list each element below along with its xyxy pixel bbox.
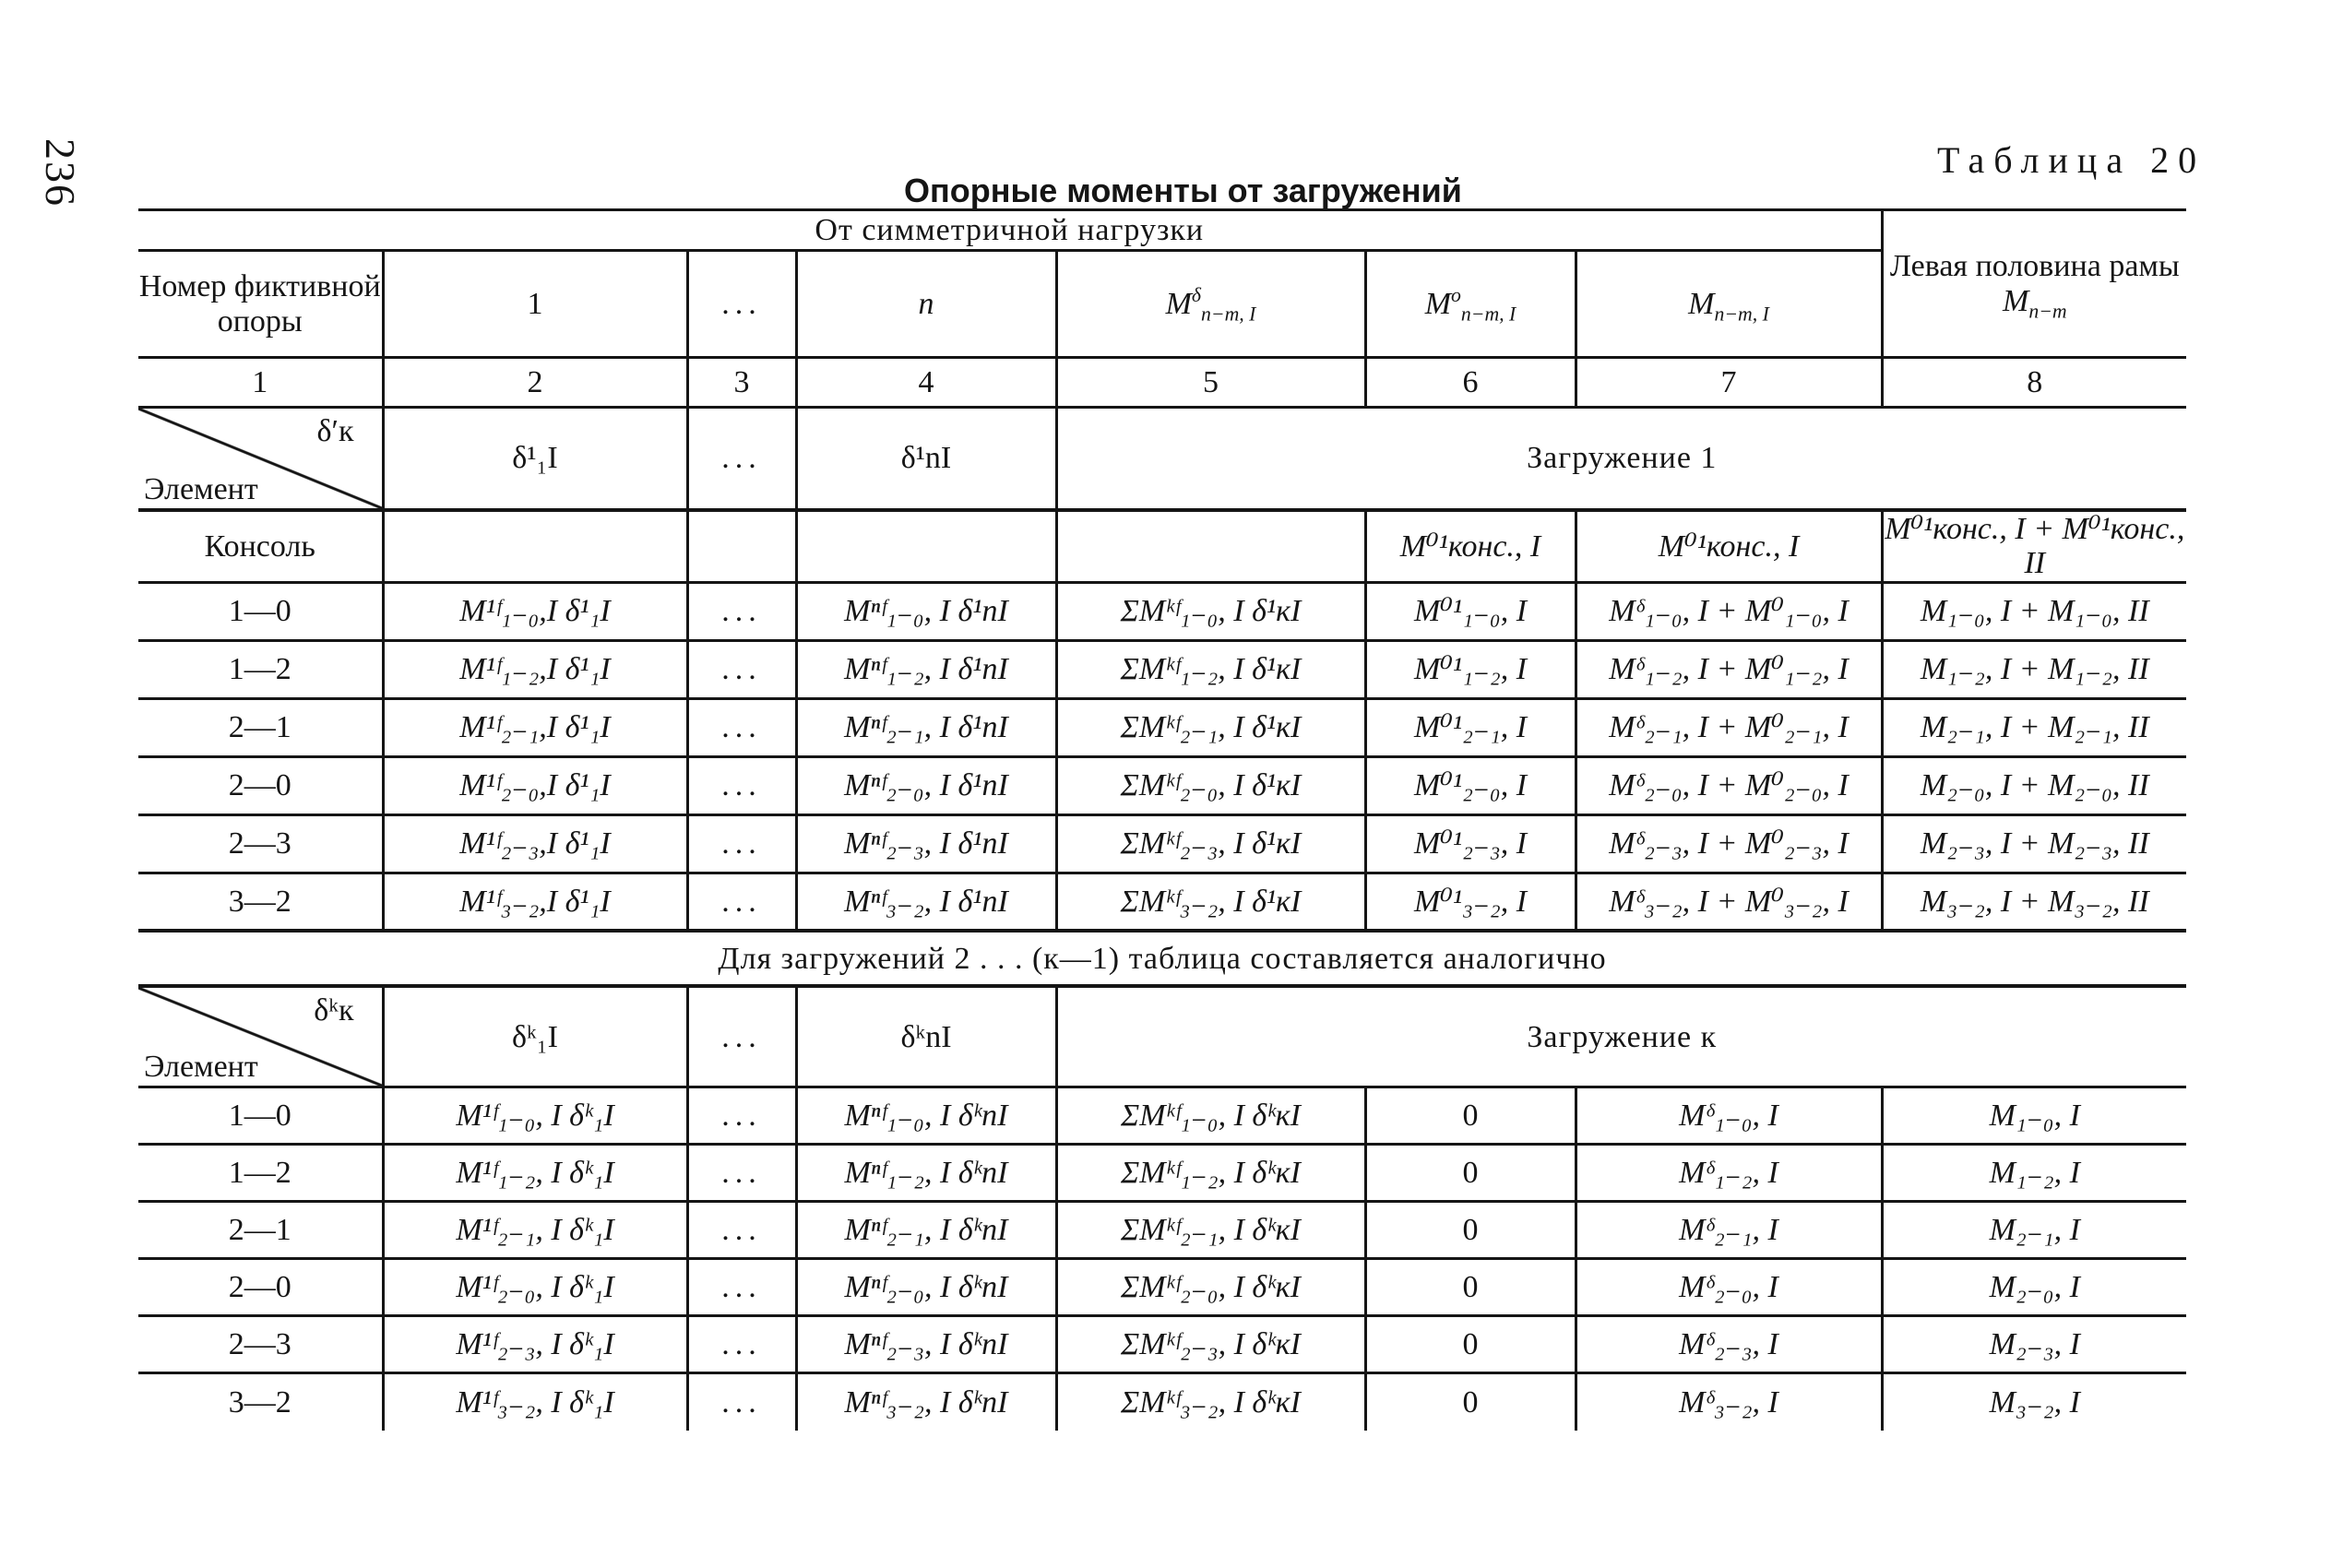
col-mzero-header: $M^о_{n-m, I}$	[1365, 251, 1576, 358]
cell-c6: 0	[1365, 1145, 1576, 1202]
cell-c6: M⁰¹₂₋₁, I	[1365, 698, 1576, 756]
cell-c3: ...	[687, 1373, 796, 1431]
cell-c2: M¹ᶠ₂₋₁, I δᵏ₁I	[383, 1202, 687, 1259]
table-row	[138, 1087, 2186, 1145]
table-row	[138, 814, 2186, 873]
table-row	[138, 640, 2186, 698]
cell-c8: M₁₋₂, I	[1882, 1145, 2186, 1202]
cell-c2: M¹ᶠ₂₋₃, I δᵏ₁I	[383, 1316, 687, 1373]
table-label: Таблица 20	[1937, 139, 2206, 181]
cell-c5: ΣMᵏᶠ₁₋₀, I δᵏкI	[1056, 1087, 1365, 1145]
console-col7: M⁰¹конс., I	[1576, 510, 1882, 582]
cell-c5: ΣMᵏᶠ₂₋₃, I δᵏкI	[1056, 1316, 1365, 1373]
element-label: 2—0	[138, 1259, 383, 1316]
cell-c3: ...	[687, 1259, 796, 1316]
cell-c3: ...	[687, 582, 796, 640]
cell-c4: Mⁿᶠ₃₋₂, I δᵏnI	[796, 1373, 1056, 1431]
cell-c6: 0	[1365, 1259, 1576, 1316]
cell-c8: M₃₋₂, I + M₃₋₂, II	[1882, 873, 2186, 931]
cell-c3: ...	[687, 640, 796, 698]
moments-table	[138, 208, 2186, 1431]
cell-c4: Mⁿᶠ₂₋₁, I δᵏnI	[796, 1202, 1056, 1259]
element-label: 1—2	[138, 640, 383, 698]
cell-c7: Mᵟ₁₋₂, I	[1576, 1145, 1882, 1202]
cell-c3: ...	[687, 756, 796, 814]
cell-c6: M⁰¹₁₋₀, I	[1365, 582, 1576, 640]
s2-ellipsis: ...	[687, 986, 796, 1087]
cell-c7: Mᵟ₂₋₃, I	[1576, 1316, 1882, 1373]
cell-c6: 0	[1365, 1087, 1576, 1145]
cell-c7: Mᵟ₁₋₂, I + M⁰₁₋₂, I	[1576, 640, 1882, 698]
cell-c2: M¹ᶠ₁₋₂,I δ¹₁I	[383, 640, 687, 698]
cell-c5: ΣMᵏᶠ₃₋₂, I δᵏкI	[1056, 1373, 1365, 1431]
col-number-3: 3	[687, 358, 796, 408]
s1-delta-n: δ¹nI	[796, 408, 1056, 511]
corner-cell-2: δᵏк Элемент	[138, 986, 383, 1087]
table-row	[138, 582, 2186, 640]
cell-c3: ...	[687, 873, 796, 931]
cell-c7: Mᵟ₂₋₁, I	[1576, 1202, 1882, 1259]
cell-c5: ΣMᵏᶠ₃₋₂, I δ¹кI	[1056, 873, 1365, 931]
cell-c7: Mᵟ₂₋₀, I + M⁰₂₋₀, I	[1576, 756, 1882, 814]
cell-c6: M⁰¹₂₋₃, I	[1365, 814, 1576, 873]
col-n-header: n	[796, 251, 1056, 358]
cell-c7: Mᵟ₃₋₂, I	[1576, 1373, 1882, 1431]
cell-c8: M₁₋₂, I + M₁₋₂, II	[1882, 640, 2186, 698]
element-label: 2—0	[138, 756, 383, 814]
table-row	[138, 1145, 2186, 1202]
cell-c2: M¹ᶠ₂₋₁,I δ¹₁I	[383, 698, 687, 756]
element-label: 3—2	[138, 1373, 383, 1431]
table-title: Опорные моменты от загружений	[904, 172, 1462, 209]
cell-c7: Mᵟ₁₋₀, I	[1576, 1087, 1882, 1145]
cell-c4: Mⁿᶠ₂₋₃, I δ¹nI	[796, 814, 1056, 873]
load-1-label: Загружение 1	[1056, 408, 2186, 511]
cell-c5: ΣMᵏᶠ₂₋₀, I δᵏкI	[1056, 1259, 1365, 1316]
cell-c8: M₂₋₀, I + M₂₋₀, II	[1882, 756, 2186, 814]
cell-c8: M₂₋₁, I	[1882, 1202, 2186, 1259]
cell-c7: Mᵟ₂₋₃, I + M⁰₂₋₃, I	[1576, 814, 1882, 873]
cell-c3: ...	[687, 1202, 796, 1259]
table-row	[138, 1202, 2186, 1259]
col-ellipsis-header: ...	[687, 251, 796, 358]
cell-c6: 0	[1365, 1316, 1576, 1373]
console-col6: M⁰¹конс., I	[1365, 510, 1576, 582]
table-row	[138, 873, 2186, 931]
element-label: 1—0	[138, 582, 383, 640]
cell-c2: M¹ᶠ₂₋₀, I δᵏ₁I	[383, 1259, 687, 1316]
cell-c6: 0	[1365, 1202, 1576, 1259]
console-label: Консоль	[138, 510, 383, 582]
left-half-header	[1882, 210, 2186, 358]
cell-c5: ΣMᵏᶠ₂₋₀, I δ¹кI	[1056, 756, 1365, 814]
cell-c8: M₁₋₀, I	[1882, 1087, 2186, 1145]
col-number-8: 8	[1882, 358, 2186, 408]
cell-c8: M₂₋₀, I	[1882, 1259, 2186, 1316]
table-row	[138, 698, 2186, 756]
cell-c2: M¹ᶠ₂₋₀,I δ¹₁I	[383, 756, 687, 814]
col-number-7: 7	[1576, 358, 1882, 408]
cell-c8: M₁₋₀, I + M₁₋₀, II	[1882, 582, 2186, 640]
fictive-support-header: Номер фиктивной опоры	[138, 251, 383, 358]
cell-c3: ...	[687, 814, 796, 873]
cell-c5: ΣMᵏᶠ₂₋₁, I δ¹кI	[1056, 698, 1365, 756]
left-half-text: Левая половина рамы	[1889, 249, 2180, 284]
cell-c8: M₂₋₃, I + M₂₋₃, II	[1882, 814, 2186, 873]
col-m-header: $M_{n-m, I}$	[1576, 251, 1882, 358]
cell-c2: M¹ᶠ₁₋₂, I δᵏ₁I	[383, 1145, 687, 1202]
col-1-header: 1	[383, 251, 687, 358]
s2-delta-1: δᵏ₁I	[383, 986, 687, 1087]
table-row	[138, 756, 2186, 814]
element-label: 2—3	[138, 814, 383, 873]
cell-c7: Mᵟ₁₋₀, I + M⁰₁₋₀, I	[1576, 582, 1882, 640]
element-label: 3—2	[138, 873, 383, 931]
cell-c3: ...	[687, 1316, 796, 1373]
load-k-label: Загружение к	[1056, 986, 2186, 1087]
cell-c8: M₂₋₁, I + M₂₋₁, II	[1882, 698, 2186, 756]
cell-c4: Mⁿᶠ₂₋₁, I δ¹nI	[796, 698, 1056, 756]
cell-c2: M¹ᶠ₃₋₂, I δᵏ₁I	[383, 1373, 687, 1431]
page-number: 236	[37, 138, 84, 208]
cell-c4: Mⁿᶠ₁₋₀, I δᵏnI	[796, 1087, 1056, 1145]
cell-c2: M¹ᶠ₃₋₂,I δ¹₁I	[383, 873, 687, 931]
cell-c4: Mⁿᶠ₂₋₀, I δ¹nI	[796, 756, 1056, 814]
col-mdelta-header: $M^\delta_{n-m, I}$	[1056, 251, 1365, 358]
cell-c5: ΣMᵏᶠ₁₋₂, I δᵏкI	[1056, 1145, 1365, 1202]
table-row	[138, 1316, 2186, 1373]
symmetric-load-header: От симметричной нагрузки	[138, 210, 1882, 251]
element-label: 2—1	[138, 698, 383, 756]
cell-c6: M⁰¹₂₋₀, I	[1365, 756, 1576, 814]
cell-c4: Mⁿᶠ₁₋₂, I δ¹nI	[796, 640, 1056, 698]
table-row	[138, 1373, 2186, 1431]
element-label: 1—0	[138, 1087, 383, 1145]
cell-c8: M₂₋₃, I	[1882, 1316, 2186, 1373]
cell-c3: ...	[687, 1145, 796, 1202]
s1-delta-1: δ¹₁I	[383, 408, 687, 511]
cell-c6: 0	[1365, 1373, 1576, 1431]
s1-ellipsis: ...	[687, 408, 796, 511]
left-half-symbol: $M_{n-m}$	[2003, 283, 2067, 323]
col-number-4: 4	[796, 358, 1056, 408]
cell-c2: M¹ᶠ₁₋₀, I δᵏ₁I	[383, 1087, 687, 1145]
console-col8: M⁰¹конс., I + M⁰¹конс., II	[1882, 510, 2186, 582]
corner-cell-1: δ′к Элемент	[138, 408, 383, 511]
col-number-1: 1	[138, 358, 383, 408]
cell-c7: Mᵟ₃₋₂, I + M⁰₃₋₂, I	[1576, 873, 1882, 931]
cell-c7: Mᵟ₂₋₀, I	[1576, 1259, 1882, 1316]
cell-c5: ΣMᵏᶠ₁₋₀, I δ¹кI	[1056, 582, 1365, 640]
table-row	[138, 1259, 2186, 1316]
cell-c2: M¹ᶠ₁₋₀,I δ¹₁I	[383, 582, 687, 640]
cell-c8: M₃₋₂, I	[1882, 1373, 2186, 1431]
cell-c7: Mᵟ₂₋₁, I + M⁰₂₋₁, I	[1576, 698, 1882, 756]
cell-c2: M¹ᶠ₂₋₃,I δ¹₁I	[383, 814, 687, 873]
cell-c4: Mⁿᶠ₃₋₂, I δ¹nI	[796, 873, 1056, 931]
cell-c4: Mⁿᶠ₁₋₀, I δ¹nI	[796, 582, 1056, 640]
cell-c6: M⁰¹₃₋₂, I	[1365, 873, 1576, 931]
s2-delta-n: δᵏnI	[796, 986, 1056, 1087]
cell-c5: ΣMᵏᶠ₂₋₃, I δ¹кI	[1056, 814, 1365, 873]
col-number-5: 5	[1056, 358, 1365, 408]
cell-c6: M⁰¹₁₋₂, I	[1365, 640, 1576, 698]
cell-c4: Mⁿᶠ₁₋₂, I δᵏnI	[796, 1145, 1056, 1202]
cell-c5: ΣMᵏᶠ₁₋₂, I δ¹кI	[1056, 640, 1365, 698]
analogous-note: Для загружений 2 . . . (к—1) таблица составляется аналогично	[138, 931, 2186, 986]
element-label: 2—1	[138, 1202, 383, 1259]
cell-c3: ...	[687, 698, 796, 756]
element-label: 1—2	[138, 1145, 383, 1202]
element-label: 2—3	[138, 1316, 383, 1373]
cell-c5: ΣMᵏᶠ₂₋₁, I δᵏкI	[1056, 1202, 1365, 1259]
cell-c4: Mⁿᶠ₂₋₃, I δᵏnI	[796, 1316, 1056, 1373]
col-number-2: 2	[383, 358, 687, 408]
cell-c4: Mⁿᶠ₂₋₀, I δᵏnI	[796, 1259, 1056, 1316]
col-number-6: 6	[1365, 358, 1576, 408]
cell-c3: ...	[687, 1087, 796, 1145]
